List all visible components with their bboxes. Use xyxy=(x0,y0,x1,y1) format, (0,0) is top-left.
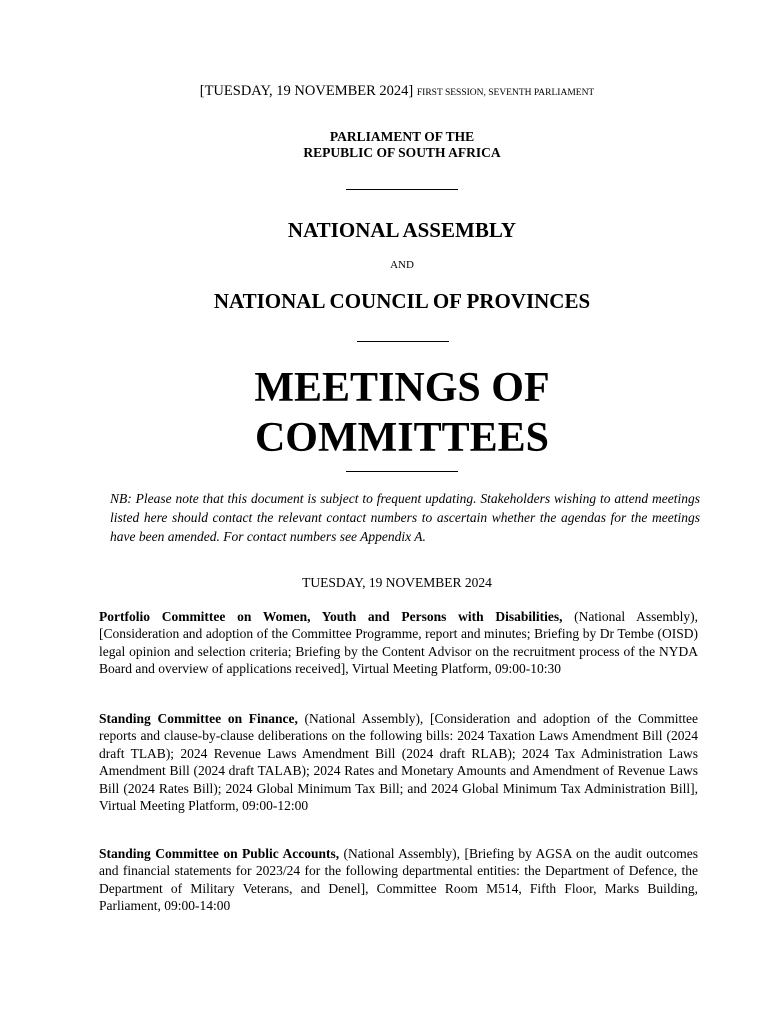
parliament-line-1: PARLIAMENT OF THE xyxy=(329,129,475,144)
running-header xyxy=(0,83,770,100)
parliament-line-2: REPUBLIC OF SOUTH AFRICA xyxy=(303,145,501,160)
committee-details: (National Assembly), [Consideration and adoption of the Committee Programme, report and minutes; Briefing by Dr Tembe (OISD) legal opinion and selection criteria; Briefing by the Content Advisor on the recruitment process of the NYDA Board and overview of applications received], Virtual Meeting Platform, 09:00-10:30 xyxy=(99,609,699,677)
divider-rule xyxy=(346,471,458,472)
national-assembly-heading: NATIONAL ASSEMBLY xyxy=(287,218,517,242)
committee-details: (National Assembly), [Briefing by AGSA on the audit outcomes and financial statements for 2023/24 for the following departmental entities: the Department of Defence, the Department of Military Veterans, and Denel], Committee Room M514, Fifth Floor, Marks Building, Parliament, 09:00-14:00 xyxy=(99,846,698,914)
meeting-date-heading: TUESDAY, 19 NOVEMBER 2024 xyxy=(302,575,492,590)
divider-rule xyxy=(357,341,449,342)
committee-name: Standing Committee on Public Accounts, xyxy=(99,846,340,861)
committee-name: Standing Committee on Finance, xyxy=(99,711,298,726)
update-notice: NB: Please note that this document is subject to frequent updating. Stakeholders wishing to attend meetings listed here should contact the relevant contact numbers to ascertain whether the agendas for the meetings have been amended. For contact numbers see Appendix A. xyxy=(110,491,700,544)
committee-entry xyxy=(99,608,698,678)
committee-name: Portfolio Committee on Women, Youth and Persons with Disabilities, xyxy=(99,609,563,624)
title-line-2: COMMITTEES xyxy=(254,415,550,461)
divider-rule xyxy=(346,189,458,190)
header-session: FIRST SESSION, SEVENTH PARLIAMENT xyxy=(416,88,595,98)
ncop-heading: NATIONAL COUNCIL OF PROVINCES xyxy=(213,289,591,313)
committee-entry xyxy=(99,845,698,915)
header-date: [TUESDAY, 19 NOVEMBER 2024] xyxy=(199,83,414,99)
and-connector: AND xyxy=(390,259,414,271)
parliament-heading xyxy=(0,129,770,161)
title-line-1: MEETINGS OF xyxy=(254,365,550,411)
document-title xyxy=(0,363,770,463)
committee-details: (National Assembly), [Consideration and adoption of the Committee reports and clause-by-clause deliberations on the following bills: 2024 Taxation Laws Amendment Bill (2024 draft TLAB); 2024 Revenue Laws Amendment Bill (2024 draft RLAB); 2024 Tax Administration Laws Amendment Bill (2024 draft TALAB); 2024 Rates and Monetary Amounts and Amendment of Revenue Laws Bill (2024 Rates Bill); 2024 Global Minimum Tax Bill; and 2024 Global Minimum Tax Administration Bill], Virtual Meeting Platform, 09:00-12:00 xyxy=(99,711,699,814)
committee-entry xyxy=(99,710,698,814)
